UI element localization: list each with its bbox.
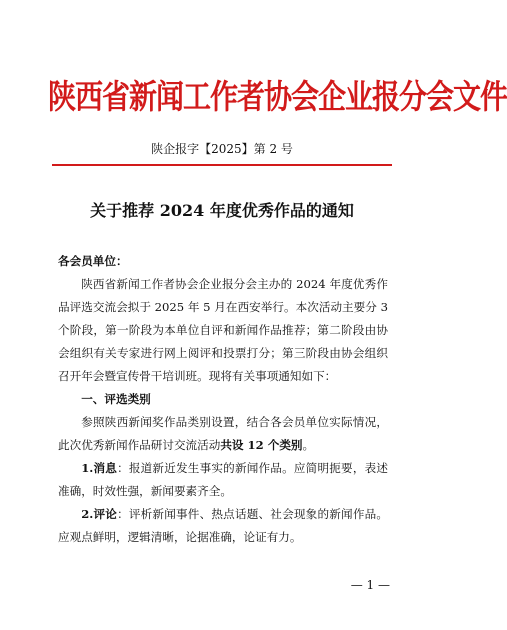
category-item-commentary <box>58 503 388 549</box>
categories-count-emphasis: 共设 12 个类别 <box>220 438 303 452</box>
document-number: 陕企报字【2025】第 2 号 <box>151 142 293 156</box>
categories-text-end: 。 <box>302 438 315 452</box>
page-number: — 1 — <box>350 578 390 592</box>
document-body <box>58 250 388 549</box>
salutation: 各会员单位： <box>58 254 128 268</box>
category-item-text: ：报道新近发生事实的新闻作品。应简明扼要，表述准确，时效性强，新闻要素齐全。 <box>58 461 388 498</box>
red-divider-rule <box>52 164 392 166</box>
category-item-news <box>58 457 388 503</box>
masthead-title: 陕西省新闻工作者协会企业报分会文件 <box>48 77 507 117</box>
notice-title: 关于推荐 2024 年度优秀作品的通知 <box>90 201 354 220</box>
category-item-text: ：评析新闻事件、热点话题、社会现象的新闻作品。应观点鲜明，逻辑清晰，论据准确，论证有力。 <box>58 507 388 544</box>
category-item-label: 1.消息 <box>81 461 118 475</box>
intro-paragraph: 陕西省新闻工作者协会企业报分会主办的 2024 年度优秀作品评选交流会拟于 2025 年 5 月在西安举行。本次活动主要分 3 个阶段，第一阶段为本单位自评和新闻作品推荐；第二阶段由协会组织有关专家进行网上阅评和投票打分；第三阶段由协会组织召开年会暨宣传骨干培训班。现将有关事项通知如下： <box>58 277 388 383</box>
category-item-label: 2.评论 <box>81 507 118 521</box>
categories-paragraph <box>58 411 388 457</box>
categories-text: 参照陕西新闻奖作品类别设置，结合各会员单位实际情况，此次优秀新闻作品研讨交流活动 <box>58 415 388 452</box>
section-heading-categories: 一、评选类别 <box>81 392 151 406</box>
